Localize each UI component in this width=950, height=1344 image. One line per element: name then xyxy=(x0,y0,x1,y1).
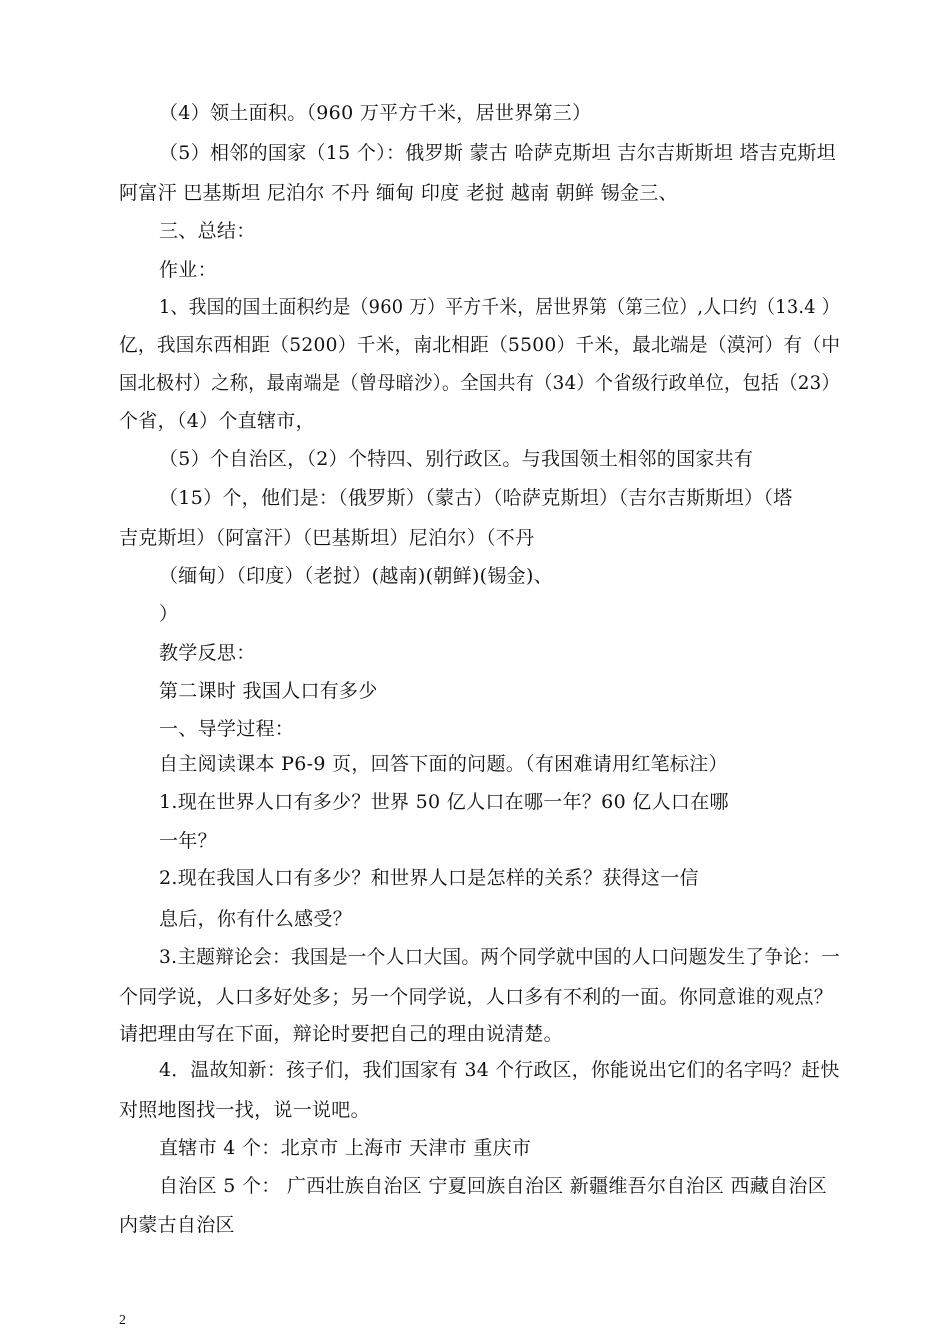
text-line: 阿富汗 巴基斯坦 尼泊尔 不丹 缅甸 印度 老挝 越南 朝鲜 锡金三、 xyxy=(119,182,678,204)
text-line: 个同学说，人口多好处多；另一个同学说，人口多有不利的一面。你同意谁的观点？ xyxy=(119,986,834,1008)
text-line: 请把理由写在下面，辩论时要把自己的理由说清楚。 xyxy=(119,1023,563,1045)
text-line: 1、我国的国土面积约是（960 万）平方千米，居世界第（第三位）,人口约（13.4 ） xyxy=(159,296,840,318)
text-line: 直辖市 4 个：北京市 上海市 天津市 重庆市 xyxy=(159,1137,532,1159)
text-line: 自治区 5 个： 广西壮族自治区 宁夏回族自治区 新疆维吾尔自治区 西藏自治区 xyxy=(159,1175,828,1197)
text-line: 国北极村）之称，最南端是（曾母暗沙）。全国共有（34）个省级行政单位，包括（23） xyxy=(119,372,840,394)
section-heading: 教学反思： xyxy=(159,642,256,664)
section-heading: 作业： xyxy=(159,259,217,281)
text-line: 亿，我国东西相距（5200）千米，南北相距（5500）千米，最北端是（漠河）有（中 xyxy=(119,334,841,356)
page-number: 2 xyxy=(119,1313,126,1328)
section-heading: 一、导学过程： xyxy=(159,718,295,740)
text-line: 3.主题辩论会：我国是一个人口大国。两个同学就中国的人口问题发生了争论：一 xyxy=(159,946,841,968)
text-line: （15）个，他们是：（俄罗斯）（蒙古）（哈萨克斯坦）（吉尔吉斯斯坦）（塔 xyxy=(159,487,793,509)
section-heading: 第二课时 我国人口有多少 xyxy=(159,680,378,702)
text-line: 一年？ xyxy=(159,830,217,852)
text-line: 1.现在世界人口有多少？世界 50 亿人口在哪一年？60 亿人口在哪 xyxy=(159,791,729,813)
text-line: 4．温故知新：孩子们，我们国家有 34 个行政区，你能说出它们的名字吗？赶快 xyxy=(159,1059,840,1081)
text-line: （缅甸）（印度）（老挝）(越南)(朝鲜)(锡金)、 xyxy=(159,565,553,587)
text-line: （5）相邻的国家（15 个）：俄罗斯 蒙古 哈萨克斯坦 吉尔吉斯斯坦 塔吉克斯坦 xyxy=(159,142,836,164)
text-line: 内蒙古自治区 xyxy=(119,1214,235,1236)
text-line: 2.现在我国人口有多少？和世界人口是怎样的关系？获得这一信 xyxy=(159,867,699,889)
text-line: ） xyxy=(159,603,179,625)
section-heading: 三、总结： xyxy=(159,220,256,242)
text-line: 自主阅读课本 P6-9 页，回答下面的问题。（有困难请用红笔标注） xyxy=(159,753,728,775)
text-line: 息后，你有什么感受？ xyxy=(159,908,353,930)
text-line: 对照地图找一找，说一说吧。 xyxy=(119,1099,370,1121)
text-line: （5）个自治区，（2）个特四、别行政区。与我国领土相邻的国家共有 xyxy=(159,448,754,470)
text-line: 个省，（4）个直辖市， xyxy=(119,410,315,432)
text-line: （4）领土面积。（960 万平方千米，居世界第三） xyxy=(159,102,592,124)
text-line: 吉克斯坦）（阿富汗）（巴基斯坦）尼泊尔）（不丹 xyxy=(119,527,535,549)
